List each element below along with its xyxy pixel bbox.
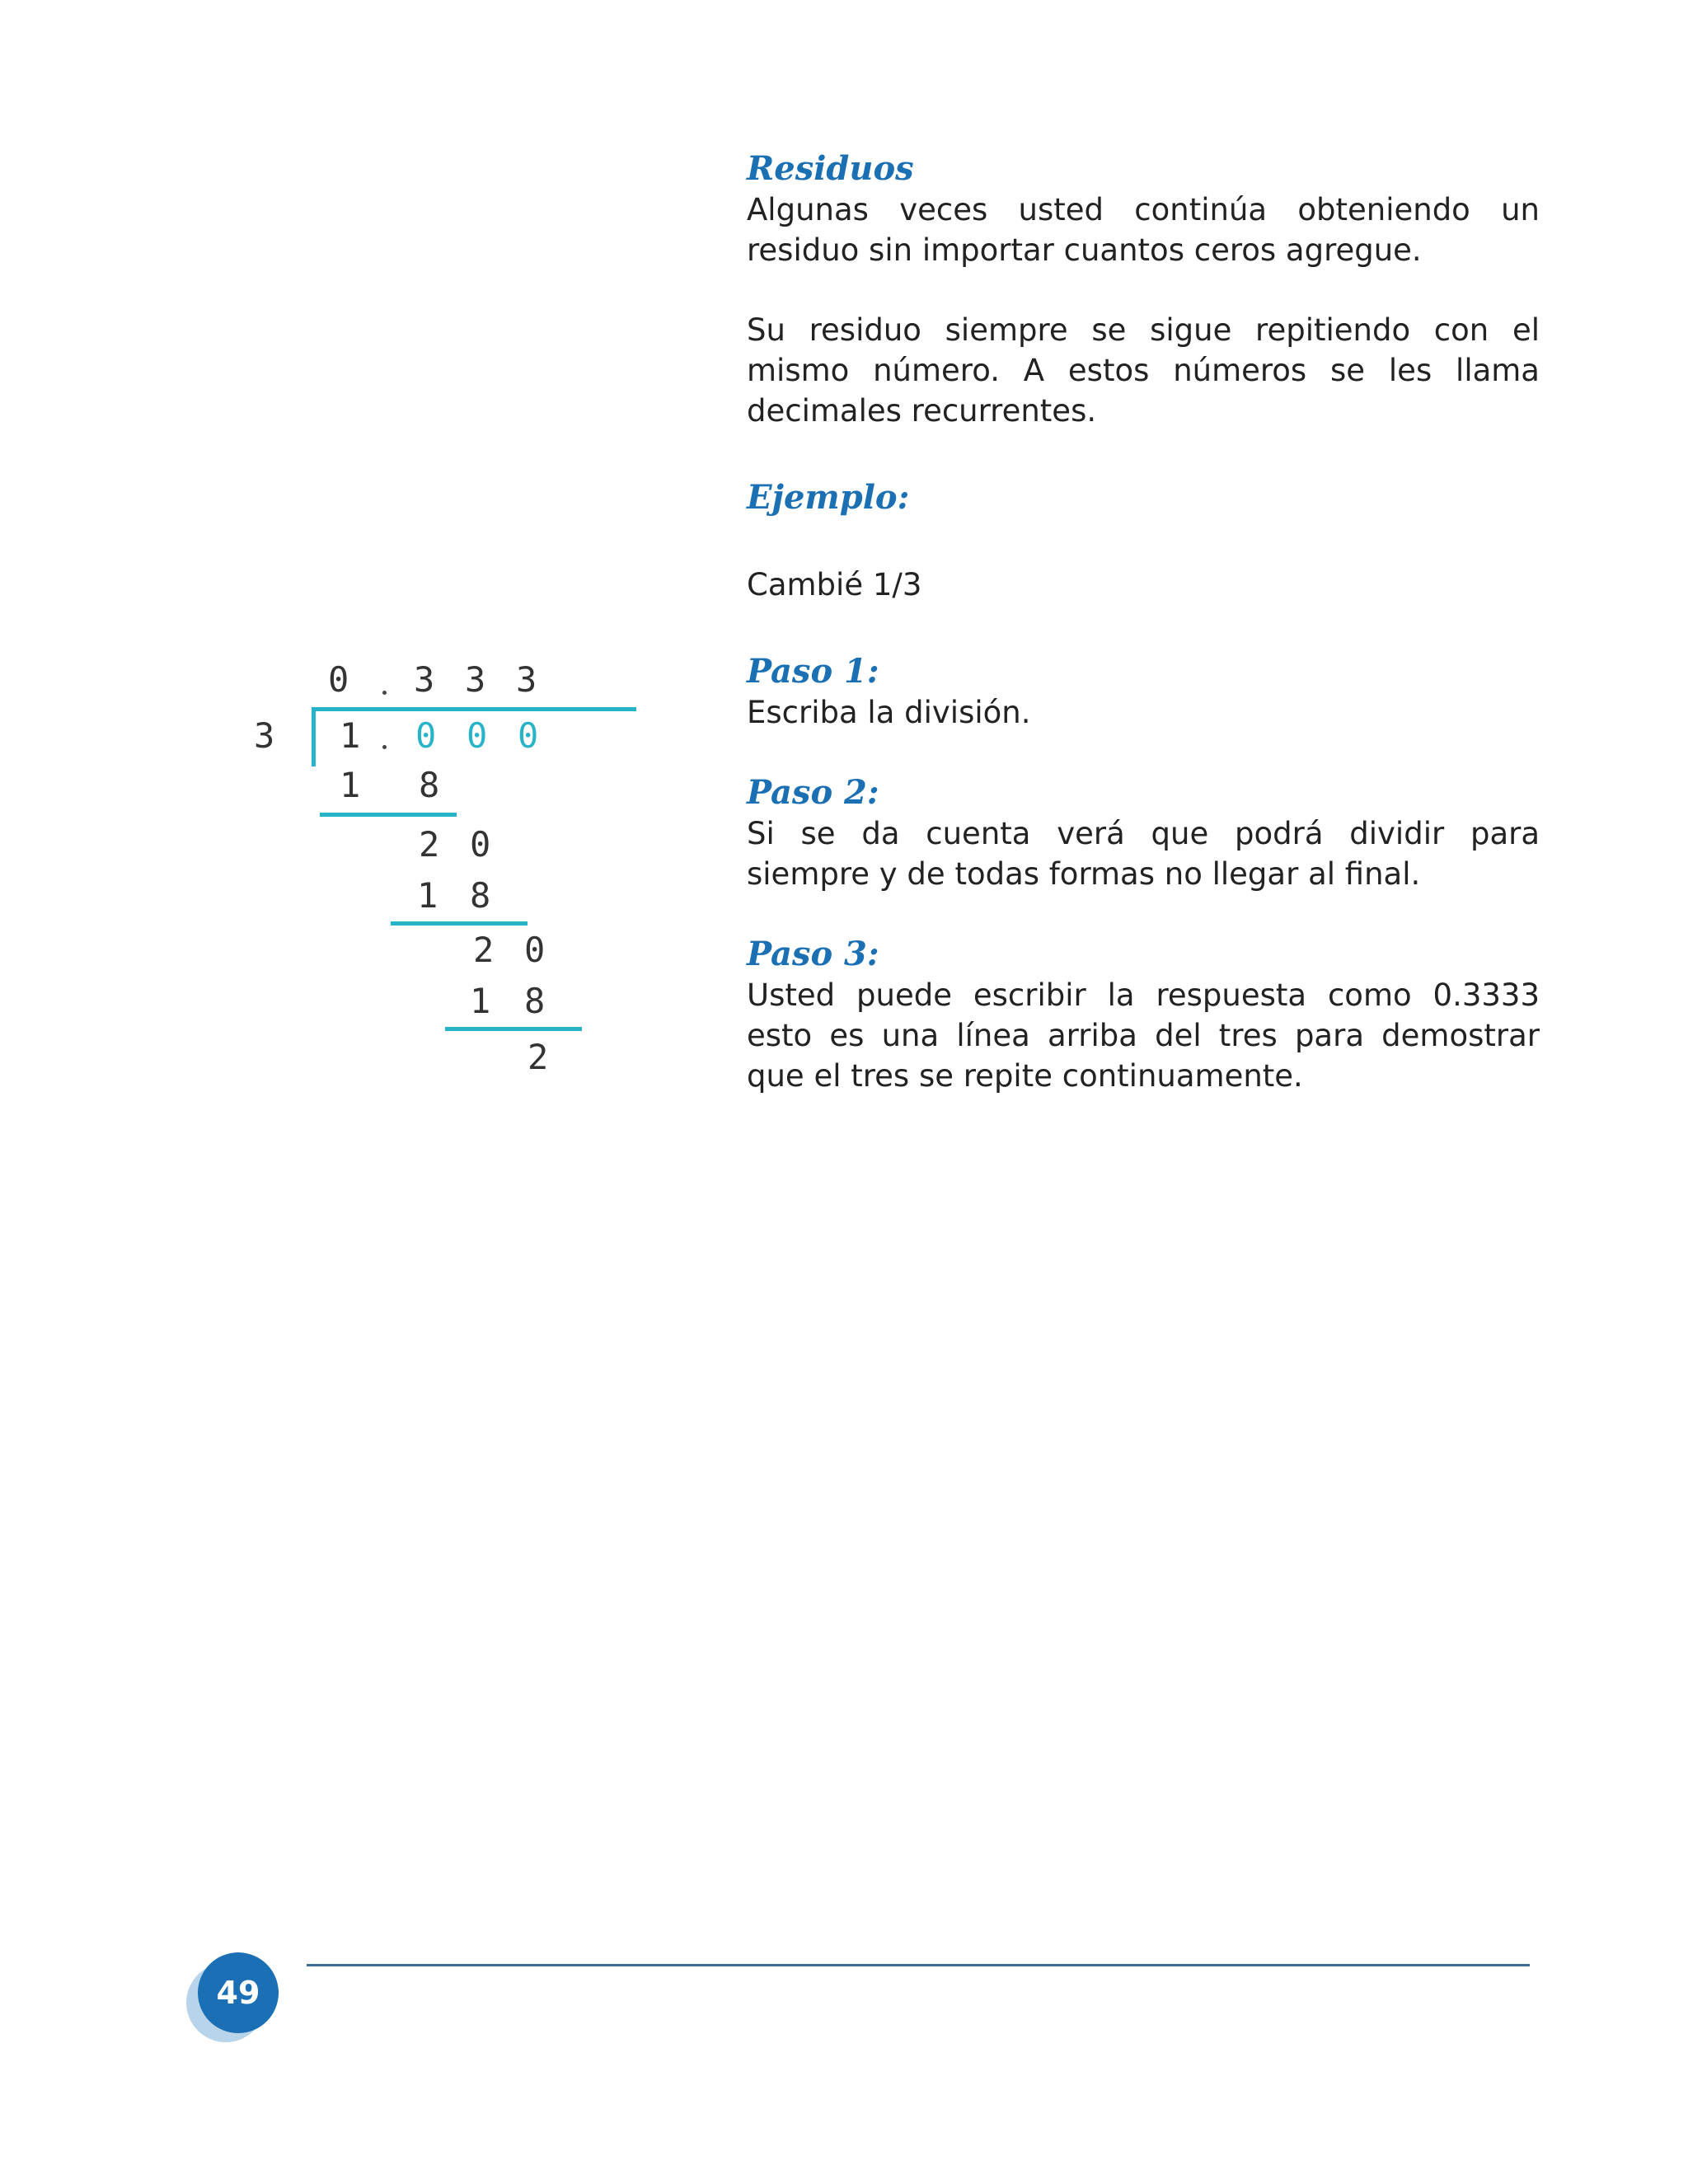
- page-number-badge: [198, 1952, 279, 2033]
- step2-sub-digit: 8: [470, 875, 491, 916]
- paso1-heading: Paso 1:: [747, 652, 879, 691]
- dividend-decimal-digit: 0: [518, 715, 539, 756]
- step3-sub-digit: 8: [524, 981, 546, 1021]
- quotient-digit: 3: [516, 659, 537, 700]
- long-division: [0, 0, 742, 1154]
- quotient-decimal-point: [382, 691, 387, 695]
- quotient-digit: 3: [414, 659, 435, 700]
- footer-rule: [307, 1964, 1530, 1966]
- step2-remainder-digit: 2: [419, 824, 440, 865]
- dividend-integer: 1: [340, 715, 361, 756]
- step1-sub-digit: 1: [340, 765, 361, 805]
- residuos-heading: Residuos: [747, 149, 914, 188]
- page-number: 49: [216, 1975, 260, 2011]
- step1-line: [320, 813, 457, 817]
- ejemplo-text: Cambié 1/3: [747, 567, 922, 602]
- final-remainder: 2: [528, 1037, 549, 1077]
- step2-remainder-digit: 0: [470, 824, 491, 865]
- paso3-heading: Paso 3:: [747, 935, 879, 973]
- step1-sub-digit: 8: [419, 765, 440, 805]
- residuos-paragraph-2: Su residuo siempre se sigue repitiendo con el mismo número. A estos números se les llama decimales recurrentes.: [747, 312, 1540, 429]
- division-top-bar: [312, 707, 636, 711]
- step3-remainder-digit: 0: [524, 930, 546, 970]
- quotient-digit: 3: [465, 659, 486, 700]
- step2-line: [391, 921, 528, 926]
- dividend-decimal-digit: 0: [415, 715, 437, 756]
- step3-remainder-digit: 2: [473, 930, 495, 970]
- dividend-decimal-point: [382, 745, 387, 749]
- residuos-paragraph-1: Algunas veces usted continúa obteniendo un residuo sin importar cuantos ceros agregue.: [747, 192, 1540, 268]
- step3-line: [445, 1027, 582, 1031]
- paso1-text: Escriba la división.: [747, 695, 1031, 730]
- step3-sub-digit: 1: [470, 981, 491, 1021]
- step2-sub-digit: 1: [417, 875, 438, 916]
- paso2-text: Si se da cuenta verá que podrá dividir para siempre y de todas formas no llegar al final.: [747, 816, 1540, 892]
- paso3-text: Usted puede escribir la respuesta como 0.3333 esto es una línea arriba del tres para demostrar que el tres se repite continuamente.: [747, 977, 1540, 1094]
- division-side-bar: [312, 707, 316, 766]
- quotient-digit: 0: [328, 659, 349, 700]
- dividend-decimal-digit: 0: [467, 715, 488, 756]
- text-column: [747, 148, 1540, 1096]
- paso2-heading: Paso 2:: [747, 773, 879, 812]
- divisor: 3: [254, 715, 275, 756]
- ejemplo-heading: Ejemplo:: [747, 478, 910, 517]
